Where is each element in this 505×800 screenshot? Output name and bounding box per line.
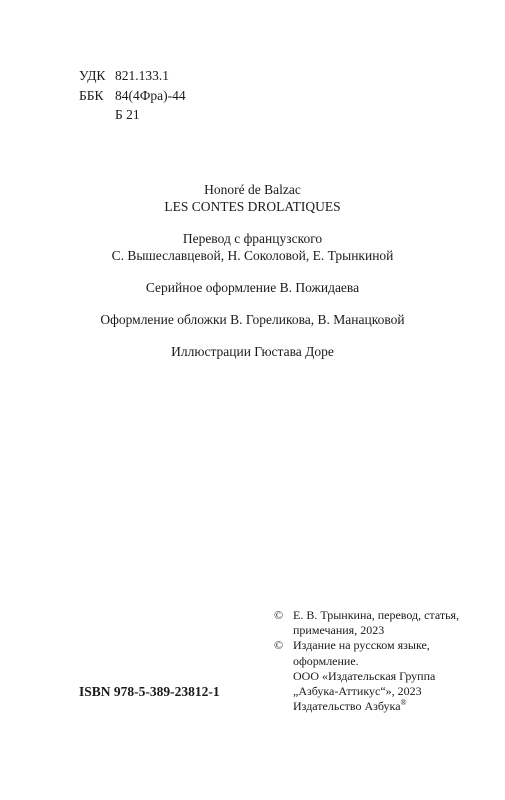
bbk-row [79,86,186,106]
title-block [0,181,505,360]
copyright-entry-edition [274,638,474,714]
classification-codes [79,66,186,125]
translation-line-1: Перевод с французского [182,231,323,246]
copyright-line: Е. В. Трынкина, перевод, статья, [293,608,460,622]
original-author: Honoré de Balzac [204,182,301,197]
copyright-entry-translation [274,608,474,638]
translation-line-2: С. Вышеславцевой, Н. Соколовой, Е. Трынкиной [111,248,394,263]
copyright-line: оформление. [293,653,359,668]
original-title: LES CONTES DROLATIQUES [164,199,341,214]
author-mark-row [79,105,186,125]
copyright-block [274,608,474,714]
copyright-symbol: © [274,608,284,622]
copyright-line-publisher [293,699,435,714]
udk-value: 821.133.1 [115,68,169,83]
udk-row [79,66,186,86]
series-design-credit: Серийное оформление В. Пожидаева [145,280,360,295]
publisher-name: Издательство Азбука [293,699,401,714]
copyright-line: Издание на русском языке, [293,638,430,653]
cover-design-credit: Оформление обложки В. Гореликова, В. Манацковой [100,312,405,327]
copyright-line: примечания, 2023 [293,623,385,638]
isbn: ISBN 978-5-389-23812-1 [79,684,220,699]
copyright-line: „Азбука-Аттикус“», 2023 [293,684,422,699]
illustrations-credit: Иллюстрации Гюстава Доре [171,344,334,359]
registered-trademark: ® [400,698,407,708]
bbk-value: 84(4Фра)-44 [115,87,186,103]
copyright-symbol: © [274,638,284,653]
bbk-label: ББК [79,87,104,103]
author-mark: Б 21 [115,107,140,122]
copyright-line: ООО «Издательская Группа [293,668,436,683]
udk-label: УДК [79,68,106,83]
